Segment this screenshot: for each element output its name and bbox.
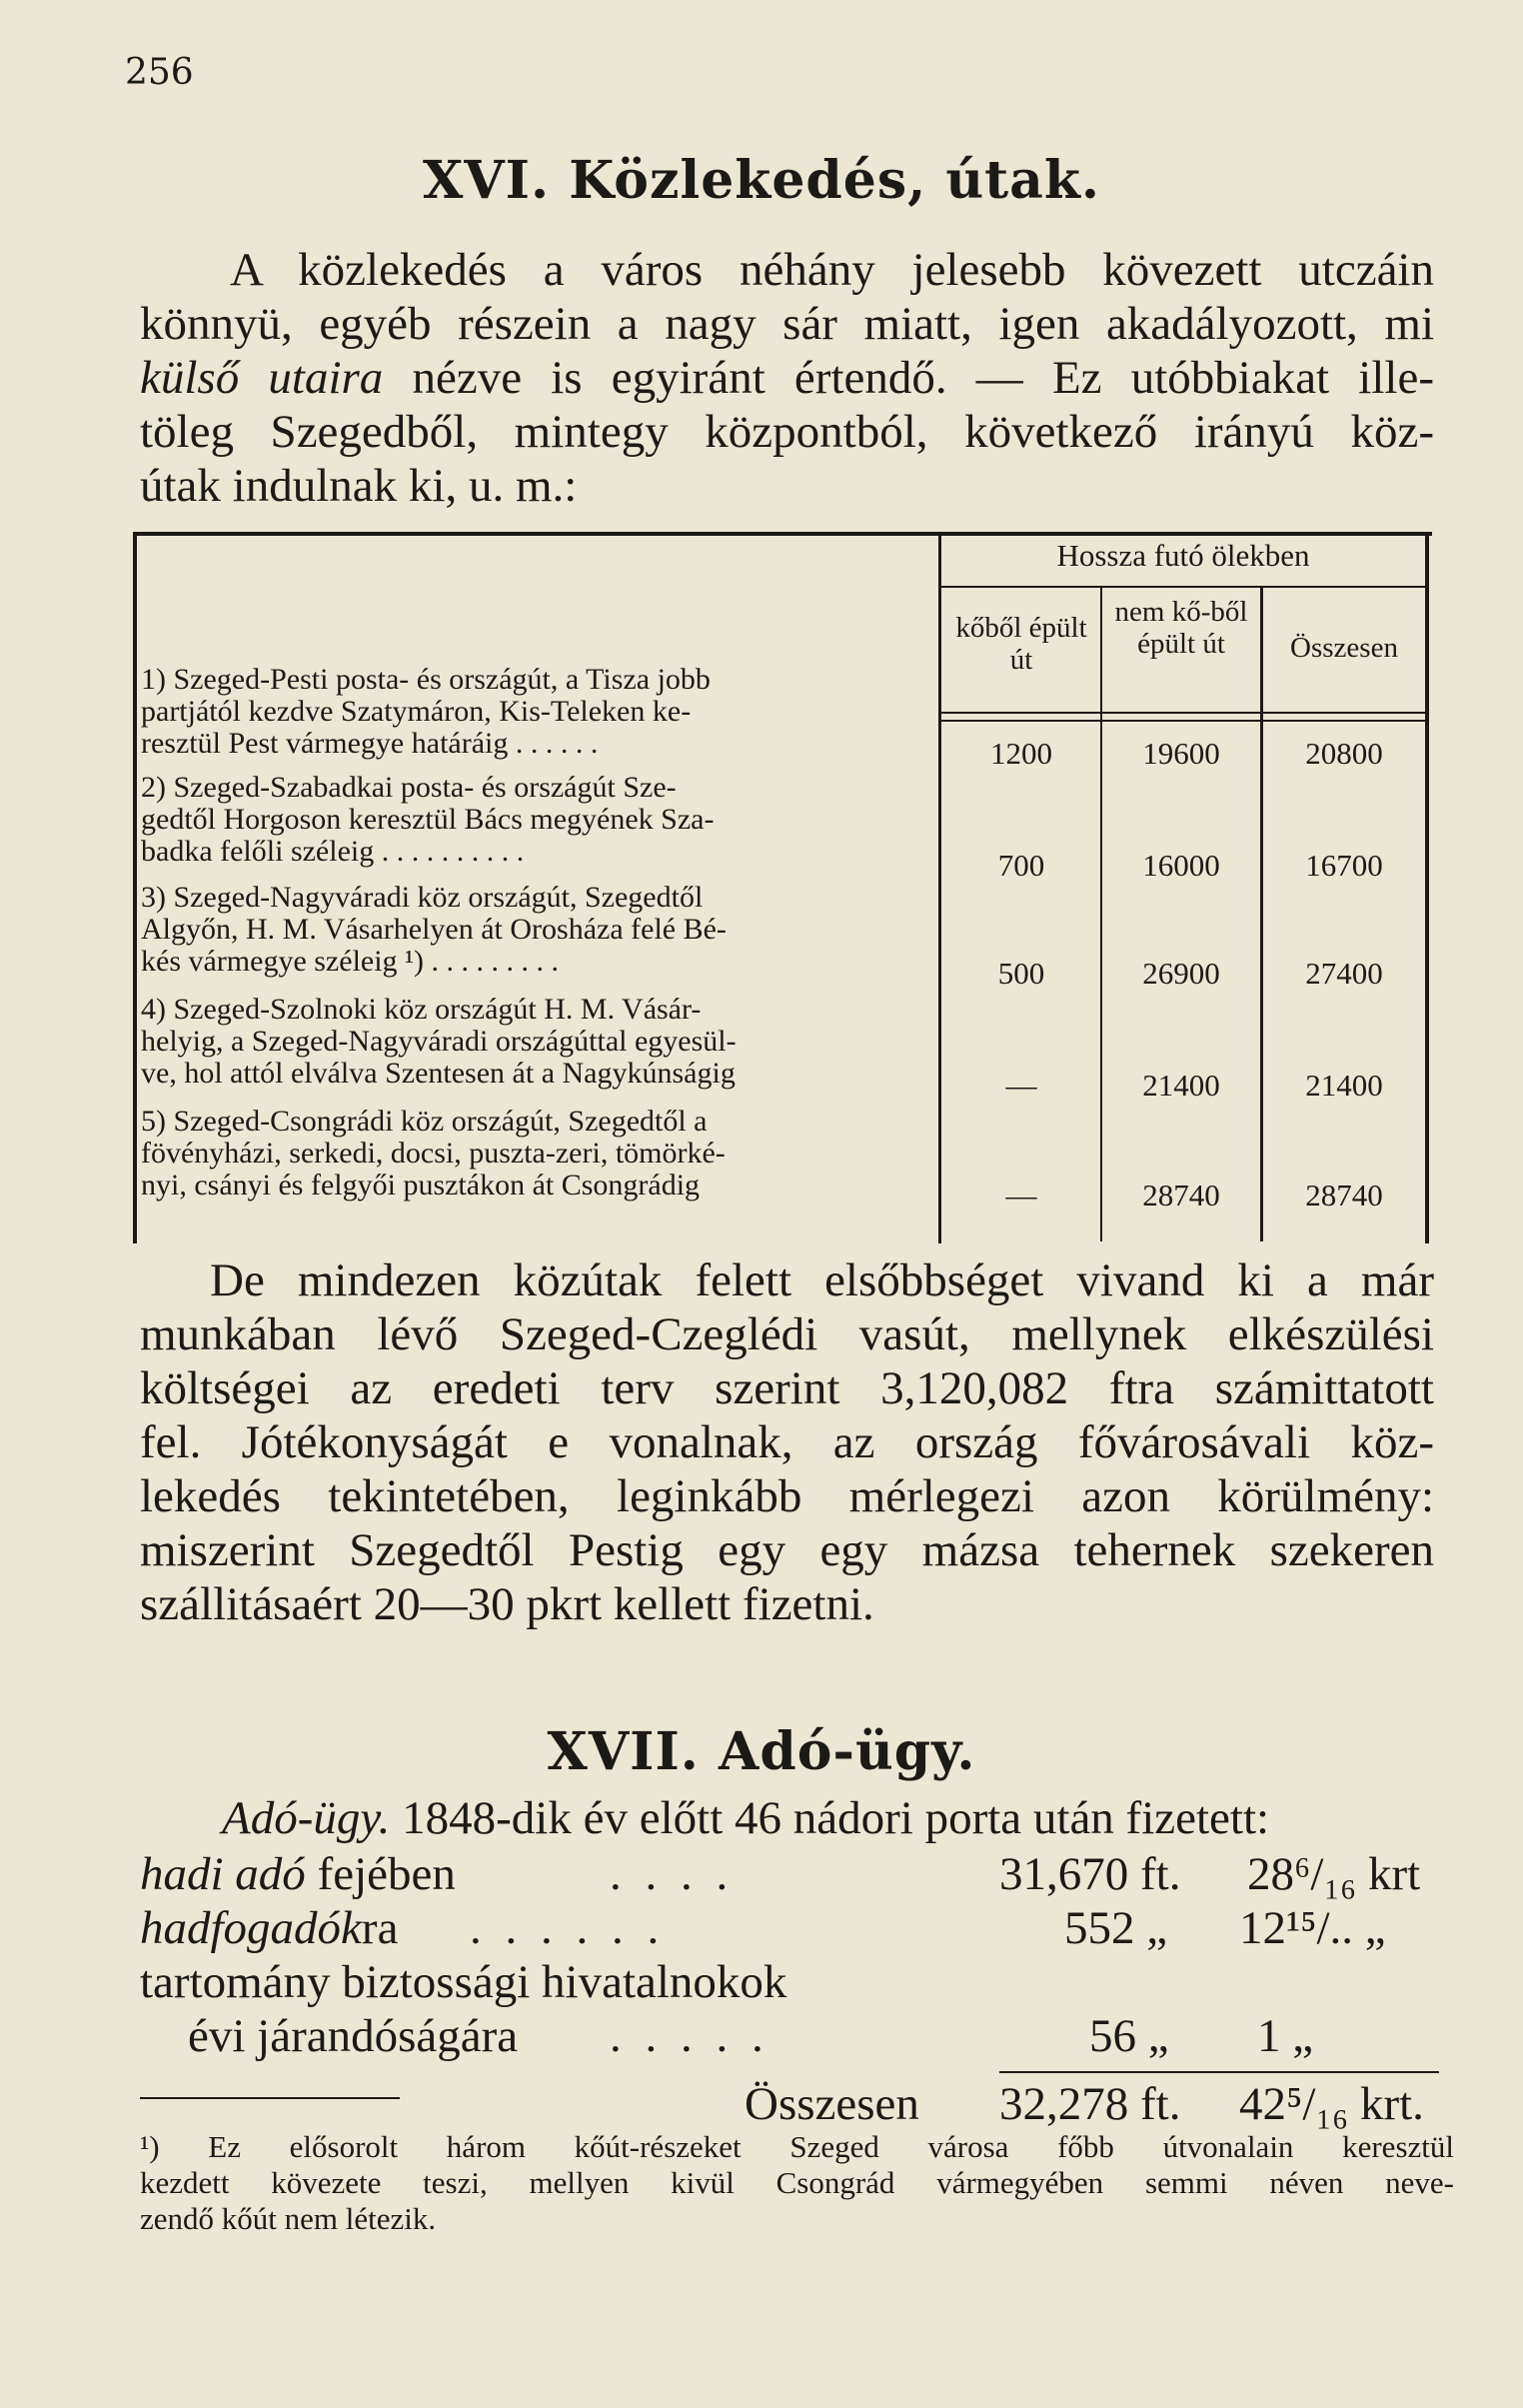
row-3-stone: 500 <box>997 956 1045 991</box>
row-5-total: 28740 <box>1305 1178 1383 1212</box>
tax-item-2-amount: 552 „ <box>1064 1902 1168 1954</box>
para-line: miszerint Szegedtől Pestig egy egy mázsa tehernek szekeren <box>140 1524 1434 1576</box>
footnote <box>140 2129 1454 2237</box>
railway-paragraph <box>140 1253 1434 1631</box>
tax-item-2-dots: . . . . . . <box>470 1902 666 1954</box>
col-header-total: Összesen <box>1290 632 1398 664</box>
tax-item-italic: hadfogadók <box>140 1902 362 1954</box>
table-top-rule <box>133 532 1432 536</box>
row-1-stone: 1200 <box>990 736 1052 771</box>
section-heading-transport: XVI. Közlekedés, útak. <box>422 150 1101 211</box>
row-1-nonstone: 19600 <box>1142 736 1220 771</box>
tax-lead-line <box>222 1791 1269 1845</box>
row-1-total: 20800 <box>1305 736 1383 771</box>
header-rule-b <box>938 720 1428 722</box>
col-header-nonstone: nem kő-ből épült út <box>1114 596 1248 660</box>
intro-line: útak indulnak ki, u. m.: <box>140 460 578 512</box>
table-row-1-desc <box>141 664 940 760</box>
section-heading-tax: XVII. Adó-ügy. <box>547 1721 976 1782</box>
para-line: költségei az eredeti terv szerint 3,120,082 ftra számittatott <box>140 1362 1434 1414</box>
row-3-nonstone: 26900 <box>1142 956 1220 991</box>
total-rule <box>999 2071 1439 2073</box>
tax-item-rest: tartomány biztossági hivatalnokok <box>140 1956 787 2008</box>
row-line: gedtől Horgoson keresztül Bács megyének Sza- <box>141 803 715 836</box>
group-header-rule <box>938 586 1428 588</box>
intro-line: töleg Szegedből, mintegy központból, következő irányú köz- <box>140 406 1434 458</box>
row-line: resztül Pest vármegye határáig . . . . . . <box>141 727 599 760</box>
row-line: 5) Szeged-Csongrádi köz országút, Szegedtől a <box>141 1105 708 1138</box>
row-line: nyi, csányi és felgyői pusztákon át Csongrádig <box>141 1169 701 1202</box>
table-row-2-desc <box>141 772 940 868</box>
tax-item-3-label <box>140 1955 786 2009</box>
intro-italic-phrase: külső utaira <box>140 352 384 404</box>
group-header: Hossza futó ölekben <box>1056 538 1310 573</box>
row-line: 3) Szeged-Nagyváradi köz országút, Szegedtől <box>141 881 704 914</box>
row-5-stone: — <box>1005 1178 1037 1212</box>
header-rule-a <box>938 712 1428 714</box>
page-number: 256 <box>125 52 194 93</box>
row-line: helyig, a Szeged-Nagyváradi országúttal egyesül- <box>141 1025 737 1058</box>
footnote-line: kezdett kövezete teszi, mellyen kivül Csongrád vármegyében semmi néven neve- <box>140 2165 1454 2200</box>
tax-item-2-label <box>140 1901 398 1955</box>
footnote-line: ¹) Ez elősorolt három kőút-részeket Szeged városa főbb útvonalain keresztül <box>140 2129 1454 2164</box>
row-line: ve, hol attól elválva Szentesen át a Nagykúnságig <box>141 1057 736 1090</box>
row-4-stone: — <box>1005 1068 1037 1103</box>
row-line: partjától kezdve Szatymáron, Kis-Teleken ke- <box>141 695 692 728</box>
footnote-line: zendő kőút nem létezik. <box>140 2201 437 2236</box>
tax-item-1-dots: . . . . <box>610 1848 735 1900</box>
col-divider-1 <box>1100 586 1102 1241</box>
tax-item-rest: ra <box>361 1902 399 1954</box>
row-3-total: 27400 <box>1305 956 1383 991</box>
row-5-nonstone: 28740 <box>1142 1178 1220 1212</box>
tax-item-4-label <box>188 2009 518 2063</box>
intro-line-rest: nézve is egyiránt értendő. — Ez utóbbiakat ille- <box>383 352 1434 404</box>
tax-item-4-kr: 1 „ <box>1257 2010 1314 2062</box>
para-line: De mindezen közútak felett elsőbbséget vivand ki a már <box>210 1254 1434 1306</box>
tax-lead-rest: 1848-dik év előtt 46 nádori porta után fizetett: <box>402 1792 1270 1844</box>
intro-line-with-italic <box>140 351 1434 405</box>
table-row-5-desc <box>141 1106 940 1202</box>
row-line: kés vármegye széleig ¹) . . . . . . . . . <box>141 945 560 978</box>
para-line: szállitásaért 20—30 pkrt kellett fizetni. <box>140 1578 874 1630</box>
para-line: lekedés tekintetében, leginkább mérlegezi azon körülmény: <box>140 1470 1434 1522</box>
row-line: Algyőn, H. M. Vásarhelyen át Orosháza felé Bé- <box>141 913 727 946</box>
col-divider-2 <box>1260 586 1263 1241</box>
row-2-total: 16700 <box>1305 848 1383 883</box>
tax-item-1-kr: 28⁶/₁₆ krt <box>1247 1848 1421 1900</box>
intro-line: könnyü, egyéb részein a nagy sár miatt, igen akadályozott, mi <box>140 298 1434 350</box>
row-line: 1) Szeged-Pesti posta- és országút, a Tisza jobb <box>141 663 711 696</box>
tax-item-rest: évi járandóságára <box>188 2010 519 2062</box>
tax-item-4-amount: 56 „ <box>1089 2010 1169 2062</box>
row-line: fövényházi, serkedi, docsi, puszta-zeri, tömörké- <box>141 1137 726 1170</box>
table-right-rule <box>1425 532 1429 1243</box>
tax-item-rest: fejében <box>305 1848 456 1900</box>
table-left-rule <box>133 532 137 1243</box>
intro-line: A közlekedés a város néhány jelesebb kövezett utczáin <box>230 244 1434 296</box>
tax-item-1-amount: 31,670 ft. <box>999 1848 1181 1900</box>
tax-item-1-label <box>140 1847 456 1901</box>
para-line: munkában lévő Szeged-Czeglédi vasút, mellynek elkészülési <box>140 1308 1434 1360</box>
row-2-stone: 700 <box>997 848 1045 883</box>
tax-total-kr: 42⁵/₁₆ krt. <box>1239 2078 1424 2130</box>
row-line: badka felőli széleig . . . . . . . . . . <box>141 835 525 868</box>
table-row-3-desc <box>141 882 940 978</box>
row-line: 4) Szeged-Szolnoki köz országút H. M. Vásár- <box>141 993 702 1026</box>
intro-paragraph <box>140 243 1434 513</box>
col-header-stone: kőből épült út <box>955 612 1087 676</box>
row-4-total: 21400 <box>1305 1068 1383 1103</box>
tax-item-4-dots: . . . . . <box>610 2010 769 2062</box>
tax-total-label: Összesen <box>745 2078 919 2130</box>
table-row-4-desc <box>141 994 940 1090</box>
row-line: 2) Szeged-Szabadkai posta- és országút Sze- <box>141 771 677 804</box>
tax-lead-italic: Adó-ügy. <box>222 1792 391 1844</box>
tax-item-2-kr: 12¹⁵/.. „ <box>1239 1902 1386 1954</box>
row-2-nonstone: 16000 <box>1142 848 1220 883</box>
tax-item-italic: hadi adó <box>140 1848 306 1900</box>
tax-total-amount: 32,278 ft. <box>999 2078 1181 2130</box>
row-4-nonstone: 21400 <box>1142 1068 1220 1103</box>
footnote-rule <box>140 2097 400 2099</box>
para-line: fel. Jótékonyságát e vonalnak, az ország fővárosávali köz- <box>140 1416 1434 1468</box>
roads-table <box>133 532 1432 1243</box>
